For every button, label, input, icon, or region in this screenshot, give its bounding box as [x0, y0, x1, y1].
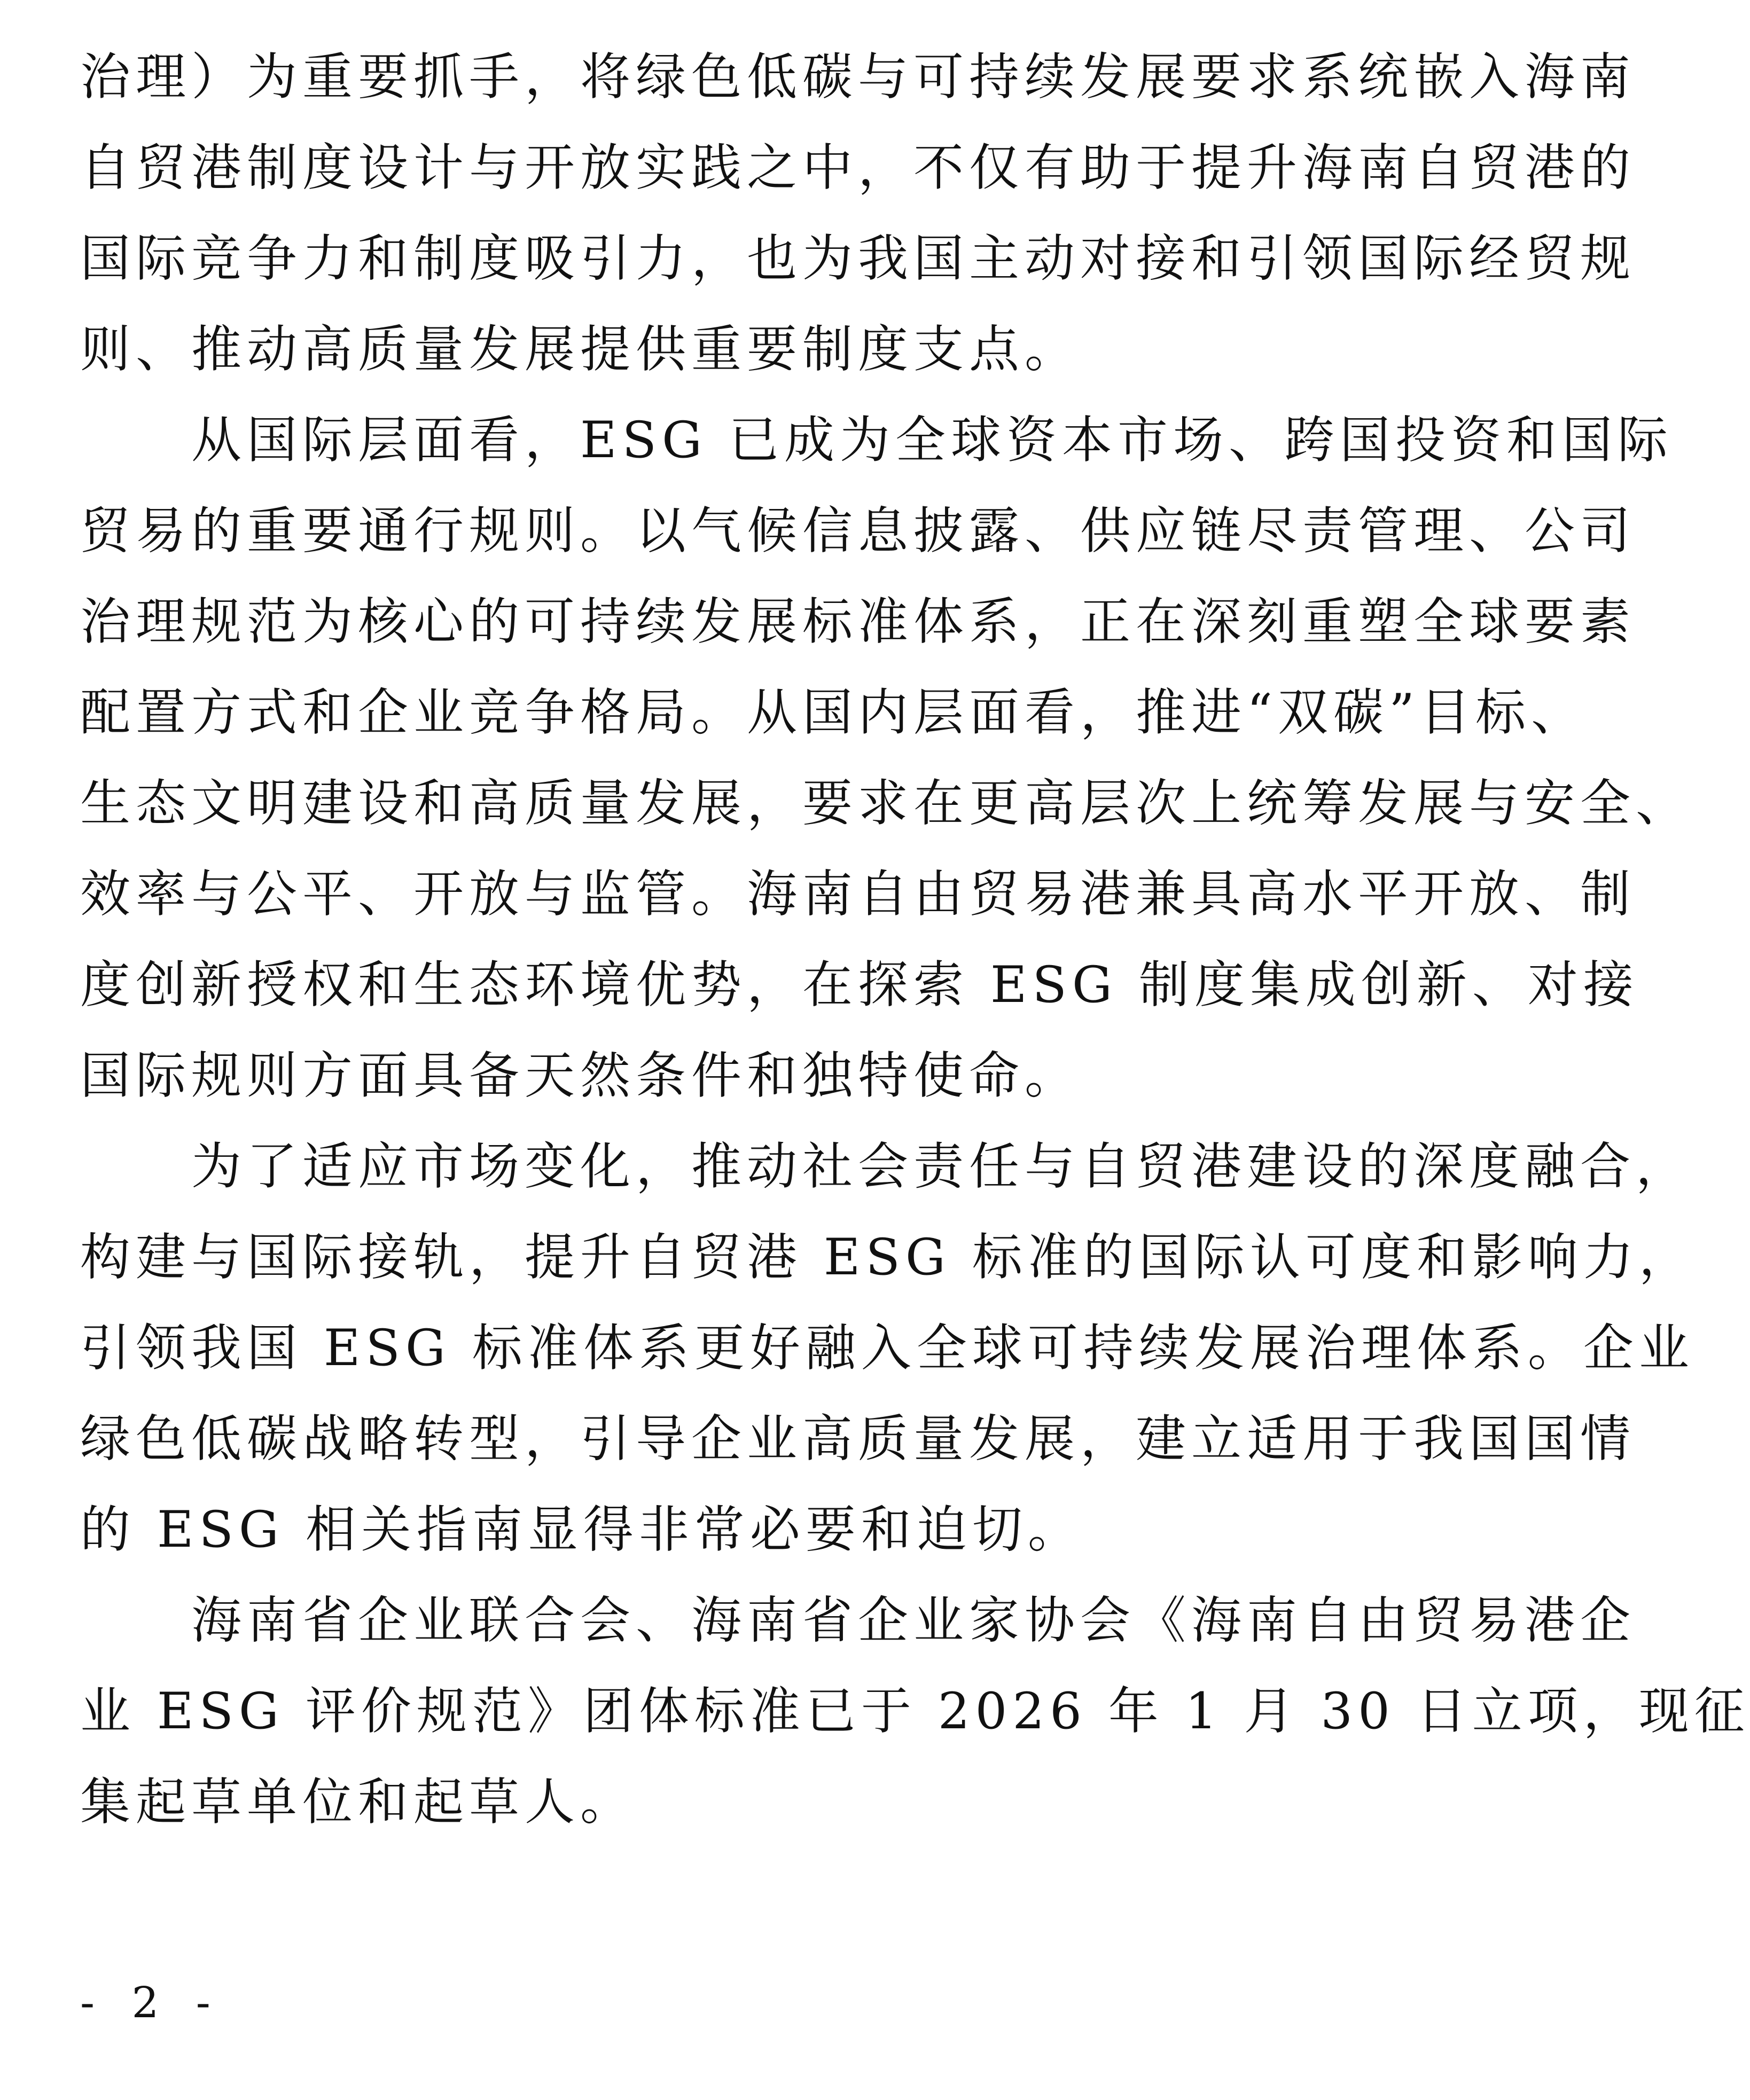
text-line-16: 绿色低碳战略转型，引导企业高质量发展，建立适用于我国国情 — [80, 1410, 1636, 1468]
text-line-8: 配置方式和企业竞争格局。从国内层面看，推进“双碳”目标、 — [80, 684, 1587, 742]
text-line-13: 为了适应市场变化，推动社会责任与自贸港建设的深度融合， — [80, 1138, 1692, 1196]
text-line-4: 则、推动高质量发展提供重要制度支点。 — [80, 320, 1081, 379]
text-line-10: 效率与公平、开放与监管。海南自由贸易港兼具高水平开放、制 — [80, 865, 1636, 923]
text-line-3: 国际竞争力和制度吸引力，也为我国主动对接和引领国际经贸规 — [80, 230, 1636, 288]
text-line-15: 引领我国 ESG 标准体系更好融入全球可持续发展治理体系。企业 — [80, 1319, 1694, 1377]
text-line-6: 贸易的重要通行规则。以气候信息披露、供应链尽责管理、公司 — [80, 502, 1636, 560]
text-line-5: 从国际层面看，ESG 已成为全球资本市场、跨国投资和国际 — [80, 411, 1673, 469]
text-line-18: 海南省企业联合会、海南省企业家协会《海南自由贸易港企 — [80, 1592, 1636, 1650]
text-line-14: 构建与国际接轨，提升自贸港 ESG 标准的国际认可度和影响力， — [80, 1228, 1694, 1287]
text-line-19: 业 ESG 评价规范》团体标准已于 2026 年 1 月 30 日立项，现征 — [80, 1682, 1750, 1741]
text-line-2: 自贸港制度设计与开放实践之中，不仅有助于提升海南自贸港的 — [80, 139, 1636, 197]
text-line-17: 的 ESG 相关指南显得非常必要和迫切。 — [80, 1501, 1083, 1559]
text-line-11: 度创新授权和生态环境优势，在探索 ESG 制度集成创新、对接 — [80, 956, 1639, 1014]
page-number: - 2 - — [80, 1978, 222, 2027]
text-line-12: 国际规则方面具备天然条件和独特使命。 — [80, 1047, 1081, 1105]
text-line-1: 治理）为重要抓手，将绿色低碳与可持续发展要求系统嵌入海南 — [80, 48, 1636, 106]
text-line-7: 治理规范为核心的可持续发展标准体系，正在深刻重塑全球要素 — [80, 593, 1636, 651]
text-line-9: 生态文明建设和高质量发展，要求在更高层次上统筹发展与安全、 — [80, 774, 1692, 833]
text-line-20: 集起草单位和起草人。 — [80, 1773, 636, 1831]
